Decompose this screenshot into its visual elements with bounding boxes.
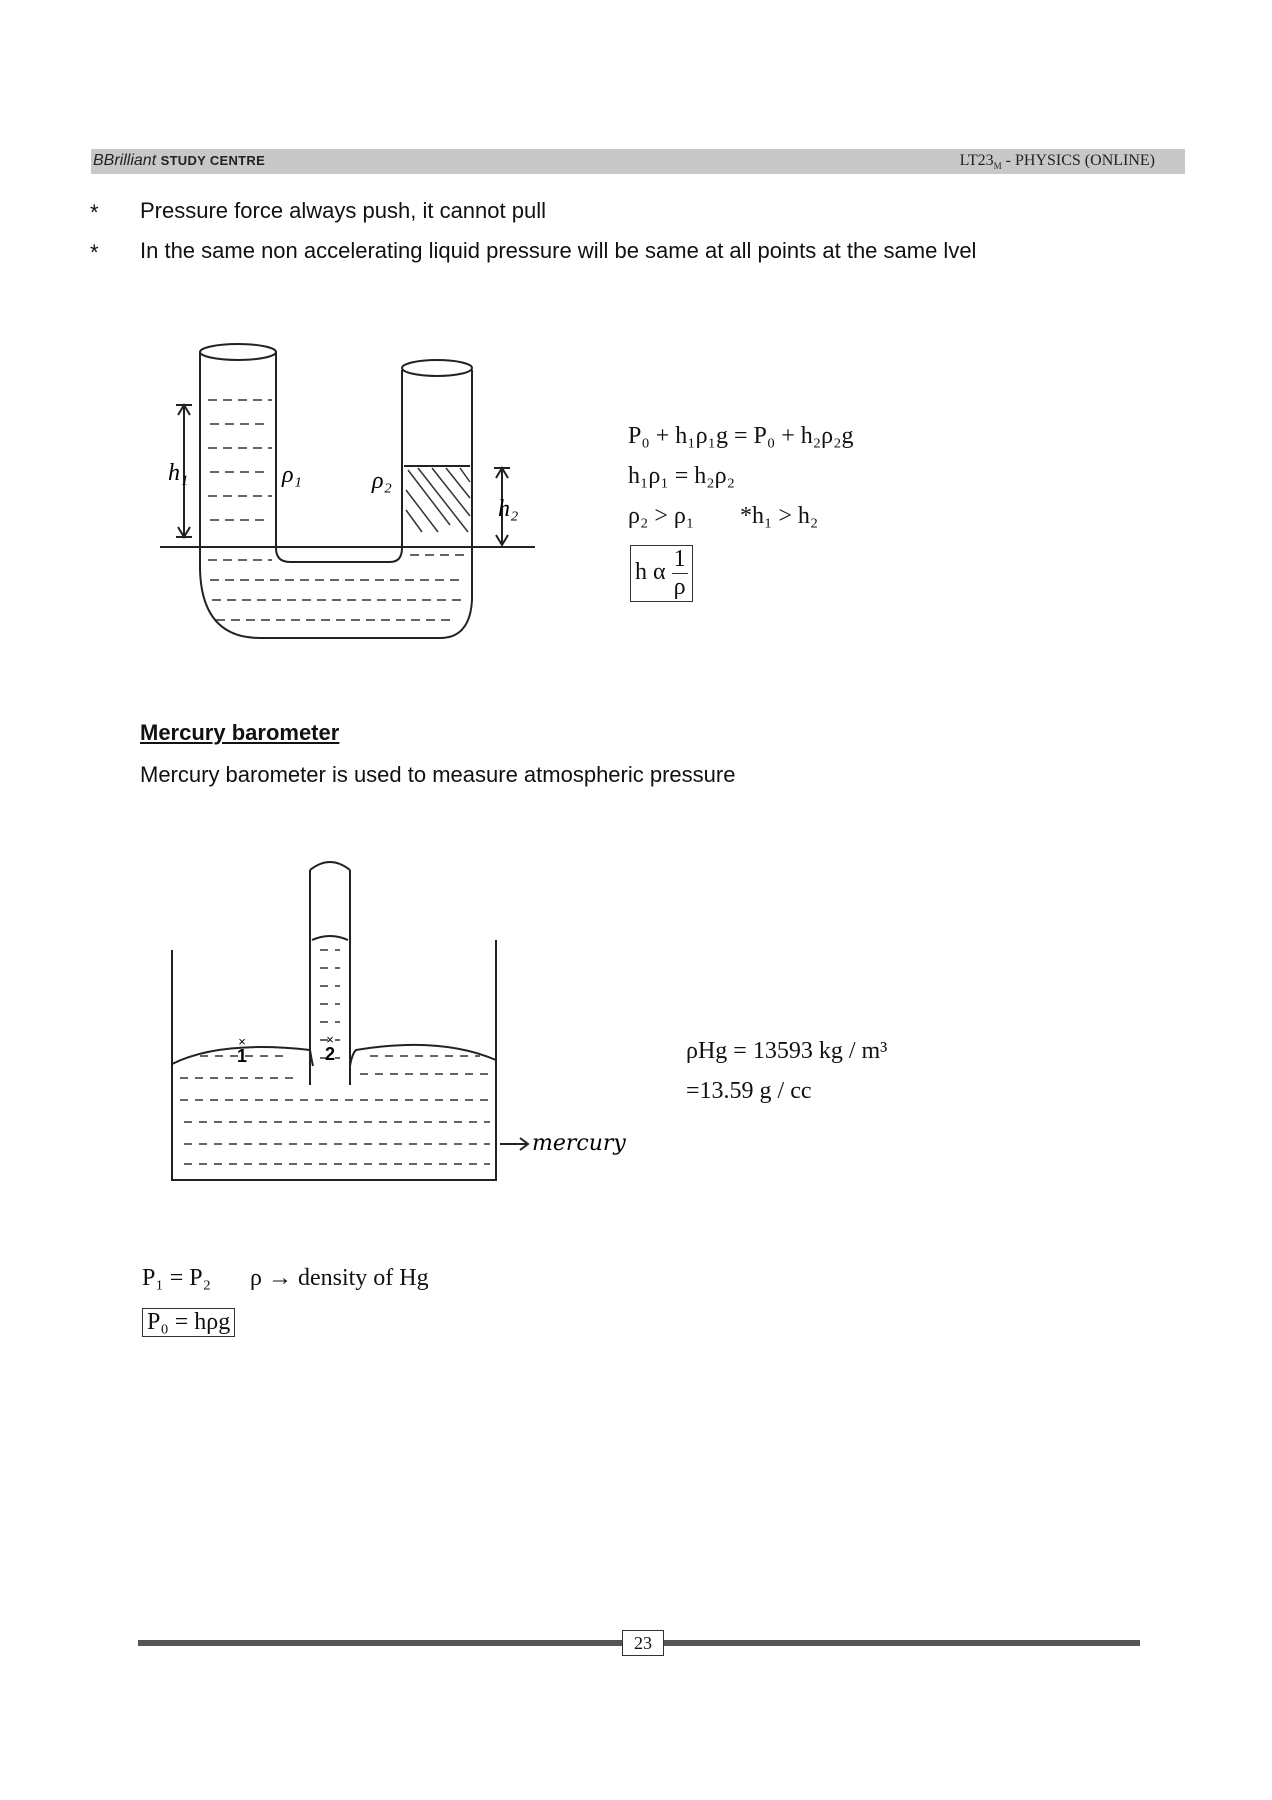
fraction-numerator: 1 xyxy=(673,546,686,572)
label-mercury: mercury xyxy=(532,1131,626,1156)
label-rho1: ρ₁ xyxy=(282,462,302,488)
fraction xyxy=(672,546,688,601)
bullet-text: In the same non accelerating liquid pressure will be same at all points at the same lvel xyxy=(140,238,977,263)
equation-h-compare: *h₁ > h₂ xyxy=(740,503,819,529)
bullet-marker: * xyxy=(90,240,99,265)
equation-pressure-balance: P₀ + h₁ρ₁g = P₀ + h₂ρ₂g xyxy=(628,423,854,449)
code-suffix: - PHYSICS (ONLINE) xyxy=(1001,152,1155,169)
point-1: 1 xyxy=(236,1046,248,1066)
header-bar xyxy=(91,149,1185,174)
svg-text:×: × xyxy=(326,1032,334,1047)
equation-rho-definition: ρ → density of Hg xyxy=(250,1265,429,1291)
density-line-1: ρHg = 13593 kg / m³ xyxy=(686,1038,888,1064)
barometer-diagram xyxy=(160,850,660,1190)
density-line-2: =13.59 g / cc xyxy=(686,1078,812,1104)
footer-rule-left xyxy=(138,1640,622,1646)
label-h2: h₂ xyxy=(498,496,519,522)
svg-text:×: × xyxy=(238,1034,246,1049)
brand xyxy=(93,152,265,170)
u-tube-diagram xyxy=(150,320,550,660)
point-2: 2 xyxy=(324,1044,336,1064)
bullet-text: Pressure force always push, it cannot pull xyxy=(140,198,546,223)
label-rho2: ρ₂ xyxy=(372,468,392,494)
label-h1: h₁ xyxy=(168,460,189,486)
equation-p1-p2: P₁ = P₂ xyxy=(142,1265,211,1291)
page-number: 23 xyxy=(622,1630,664,1656)
code-prefix: LT23 xyxy=(959,152,994,169)
brand-centre: STUDY CENTRE xyxy=(160,153,266,168)
equation-rho-compare: ρ₂ > ρ₁ xyxy=(628,503,695,529)
brand-name: BBrilliant xyxy=(93,152,157,169)
code-sub: M xyxy=(993,161,1002,172)
section-description: Mercury barometer is used to measure atmospheric pressure xyxy=(140,762,736,787)
bullet-marker: * xyxy=(90,200,99,225)
section-title: Mercury barometer xyxy=(140,720,340,745)
fraction-denominator: ρ xyxy=(673,574,686,600)
footer-rule-right xyxy=(664,1640,1140,1646)
eq4-lhs: h α xyxy=(635,559,666,586)
equation-p0: P₀ = hρg xyxy=(142,1308,235,1337)
equation-h-rho: h₁ρ₁ = h₂ρ₂ xyxy=(628,463,735,489)
course-code xyxy=(960,152,1155,171)
equation-h-proportional xyxy=(630,545,693,602)
